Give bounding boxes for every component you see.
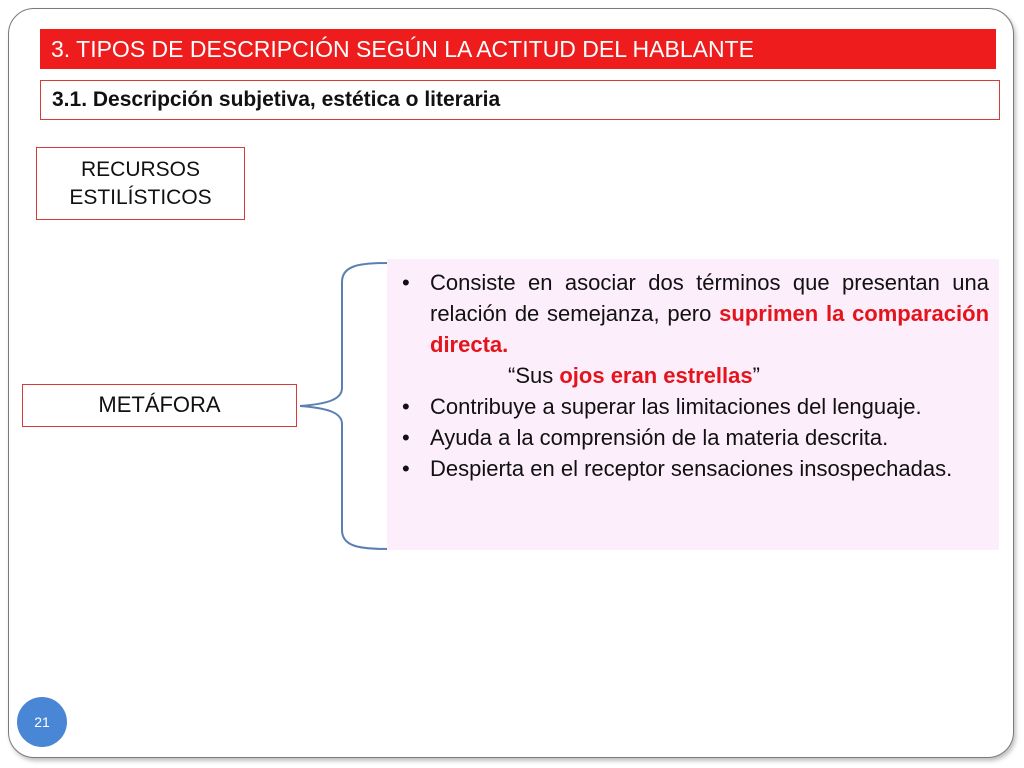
list-item: • Contribuye a superar las limitaciones del lenguaje. [397, 391, 989, 422]
recursos-estilisticos-label: RECURSOS ESTILÍSTICOS [69, 157, 212, 209]
description-list [397, 267, 989, 360]
left-brace-connector [296, 260, 392, 552]
highlight-text: suprimen la comparación directa. [430, 301, 990, 357]
example-quote: “Sus ojos eran estrellas” [508, 363, 760, 388]
page-number-badge [17, 697, 67, 747]
section-subtitle-box [40, 80, 1000, 120]
list-item: • Consiste en asociar dos términos que presentan una relación de semejanza, pero suprimen la comparación directa. [397, 267, 989, 360]
description-list [397, 391, 989, 484]
slide-title: 3. TIPOS DE DESCRIPCIÓN SEGÚN LA ACTITUD DEL HABLANTE [51, 36, 754, 62]
recursos-estilisticos-box [36, 147, 245, 220]
metafora-box [22, 384, 297, 427]
page-number: 21 [34, 714, 50, 730]
list-item: • Despierta en el receptor sensaciones insospechadas. [397, 453, 989, 484]
section-subtitle: 3.1. Descripción subjetiva, estética o literaria [52, 88, 501, 111]
highlight-text: ojos eran estrellas [559, 363, 753, 388]
slide-title-bar [40, 29, 996, 69]
metafora-label: METÁFORA [98, 392, 221, 417]
metafora-description-box [387, 259, 999, 550]
list-item: • Ayuda a la comprensión de la materia descrita. [397, 422, 989, 453]
